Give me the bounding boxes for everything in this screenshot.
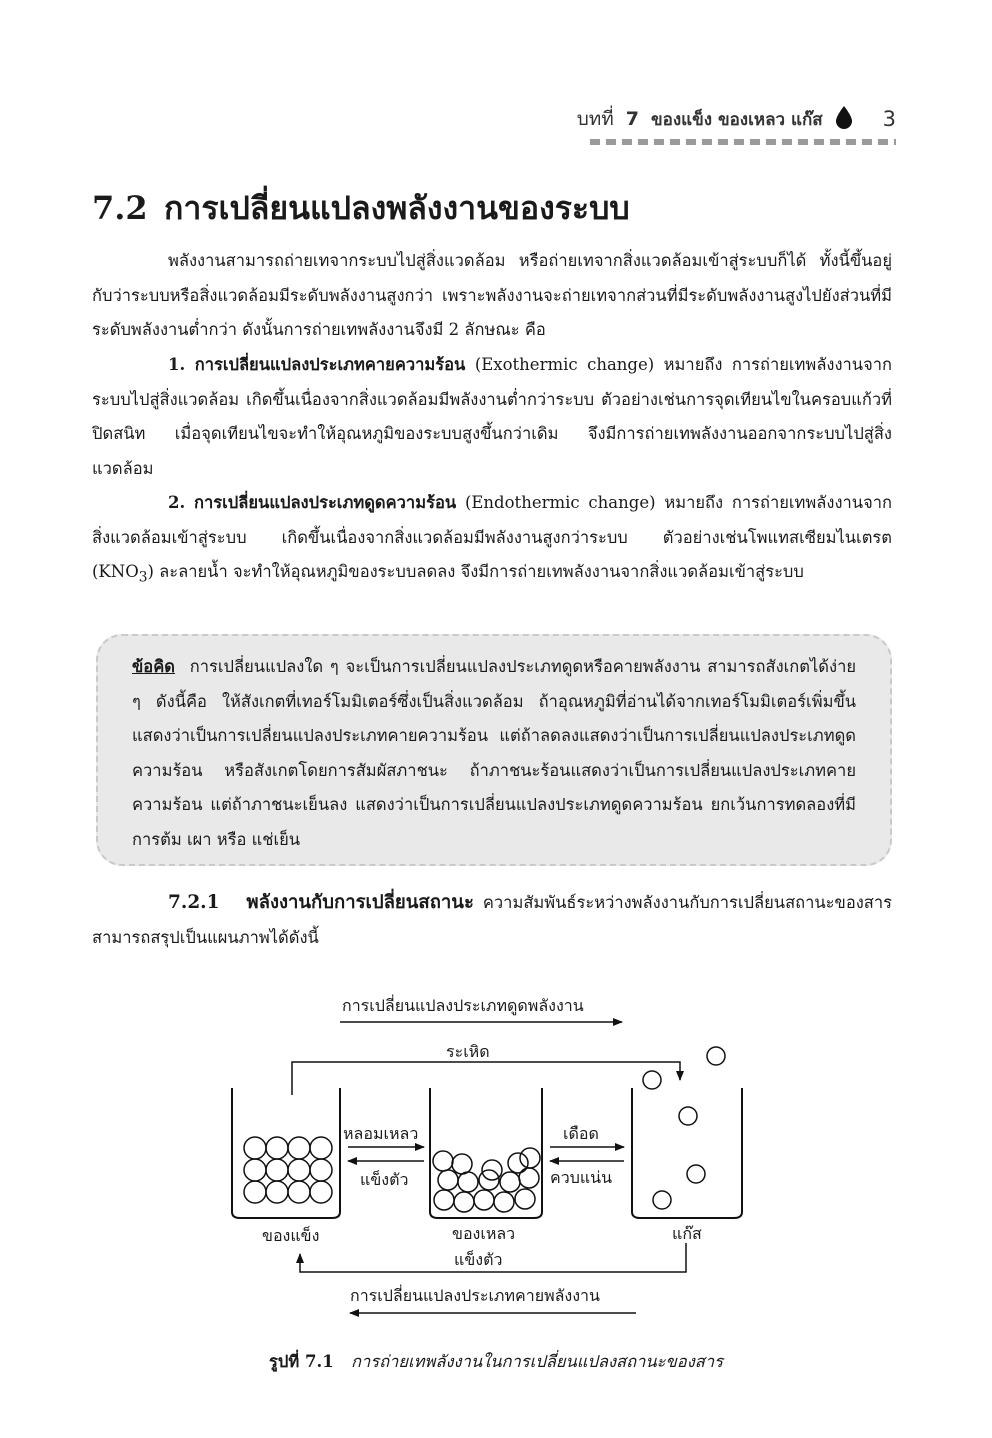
gas-label: แก๊ส [672, 1224, 702, 1243]
subsection-title: พลังงานกับการเปลี่ยนสถานะ [246, 892, 474, 913]
caption-text: การถ่ายเทพลังงานในการเปลี่ยนแปลงสถานะของสาร [350, 1352, 723, 1371]
subsection-text: ความสัมพันธ์ระหว่างพลังงานกับการเปลี่ยนสถานะของสารสามารถสรุปเป็นแผนภาพได้ดังนี้ [92, 893, 892, 947]
chapter-prefix: บทที่ [576, 108, 614, 130]
solid-label: ของแข็ง [262, 1226, 320, 1245]
item1-text: (Exothermic change) หมายถึง การถ่ายเทพลังงานจากระบบไปสู่สิ่งแวดล้อม เกิดขึ้นเนื่องจากสิ่งแวดล้อมมีพลังงานต่ำกว่าระบบ ตัวอย่างเช่นการจุดเทียนไขในครอบแก้วที่ปิดสนิท เมื่อจุดเทียนไขจะทำให้อุณหภูมิของระบบสูงขึ้นกว่าเดิม จึงมีการถ่ายเทพลังงานออกจากระบบไปสู่สิ่งแวดล้อม [92, 355, 893, 478]
chapter-title: ของแข็ง ของเหลว แก๊ส [651, 109, 823, 130]
figure-caption [0, 1349, 992, 1375]
liquid-particles [433, 1148, 540, 1212]
page-number: 3 [882, 107, 896, 131]
item2-text-b: ) ละลายน้ำ จะทำให้อุณหภูมิของระบบลดลง จึงมีการถ่ายเทพลังงานจากสิ่งแวดล้อมเข้าสู่ระบบ [147, 562, 804, 581]
sublimation-label: ระเหิด [446, 1042, 490, 1061]
caption-label: รูปที่ 7.1 [269, 1352, 334, 1371]
section-title-text: การเปลี่ยนแปลงพลังงานของระบบ [164, 189, 630, 227]
note-text: การเปลี่ยนแปลงใด ๆ จะเป็นการเปลี่ยนแปลงประเภทดูดหรือคายพลังงาน สามารถสังเกตได้ง่าย ๆ ดังนี้คือ ให้สังเกตที่เทอร์โมมิเตอร์ซึ่งเป็นสิ่งแวดล้อม ถ้าอุณหภูมิที่อ่านได้จากเทอร์โมมิเตอร์เพิ่มขึ้น แสดงว่าเป็นการเปลี่ยนแปลงประเภทคายความร้อน แต่ถ้าลดลงแสดงว่าเป็นการเปลี่ยนแปลงประเภทดูดความร้อน หรือสังเกตโดยการสัมผัสภาชนะ ถ้าภาชนะร้อนแสดงว่าเป็นการเปลี่ยนแปลงประเภทคายความร้อน แต่ถ้าภาชนะเย็นลง แสดงว่าเป็นการเปลี่ยนแปลงประเภทดูดความร้อน ยกเว้นการทดลองที่มีการต้ม เผา หรือ แช่เย็น [132, 657, 857, 849]
gas-particles [643, 1047, 725, 1209]
solid-particles [244, 1137, 332, 1203]
melting-label: หลอมเหลว [343, 1124, 419, 1143]
subsection-number: 7.2.1 [168, 892, 220, 913]
condensing-label: ควบแน่น [550, 1168, 613, 1187]
section-number: 7.2 [92, 189, 148, 227]
liquid-label: ของเหลว [452, 1224, 516, 1243]
liquid-container [430, 1088, 542, 1218]
item2-subscript: 3 [138, 569, 148, 586]
note-label: ข้อคิด [132, 657, 175, 676]
chapter-number: 7 [625, 108, 640, 130]
exothermic-label: การเปลี่ยนแปลงประเภทคายพลังงาน [350, 1286, 600, 1305]
endothermic-label: การเปลี่ยนแปลงประเภทดูดพลังงาน [342, 996, 584, 1015]
item1-heading: การเปลี่ยนแปลงประเภทคายความร้อน [194, 355, 466, 374]
boiling-label: เดือด [563, 1124, 599, 1143]
item2-text-a: (Endothermic change) หมายถึง การถ่ายเทพลังงานจากสิ่งแวดล้อมเข้าสู่ระบบ เกิดขึ้นเนื่องจากสิ่งแวดล้อมมีพลังงานสูงกว่าระบบ ตัวอย่างเช่นโพแทสเซียมไนเตรต (KNO [92, 493, 892, 581]
deposition-label: แข็งตัว [454, 1250, 503, 1269]
intro-paragraph: พลังงานสามารถถ่ายเทจากระบบไปสู่สิ่งแวดล้อม หรือถ่ายเทจากสิ่งแวดล้อมเข้าสู่ระบบก็ได้ ทั้งนี้ขึ้นอยู่กับว่าระบบหรือสิ่งแวดล้อมมีระดับพลังงานสูงกว่า เพราะพลังงานจะถ่ายเทจากส่วนที่มีระดับพลังงานสูงไปยังส่วนที่มีระดับพลังงานต่ำกว่า ดังนั้นการถ่ายเทพลังงานจึงมี 2 ลักษณะ คือ [92, 251, 892, 339]
item1-number: 1. [168, 355, 186, 374]
item2-number: 2. [168, 493, 186, 512]
sublimation-arrow [292, 1062, 680, 1095]
solidifying-label: แข็งตัว [360, 1170, 409, 1189]
item2-heading: การเปลี่ยนแปลงประเภทดูดความร้อน [194, 493, 457, 512]
